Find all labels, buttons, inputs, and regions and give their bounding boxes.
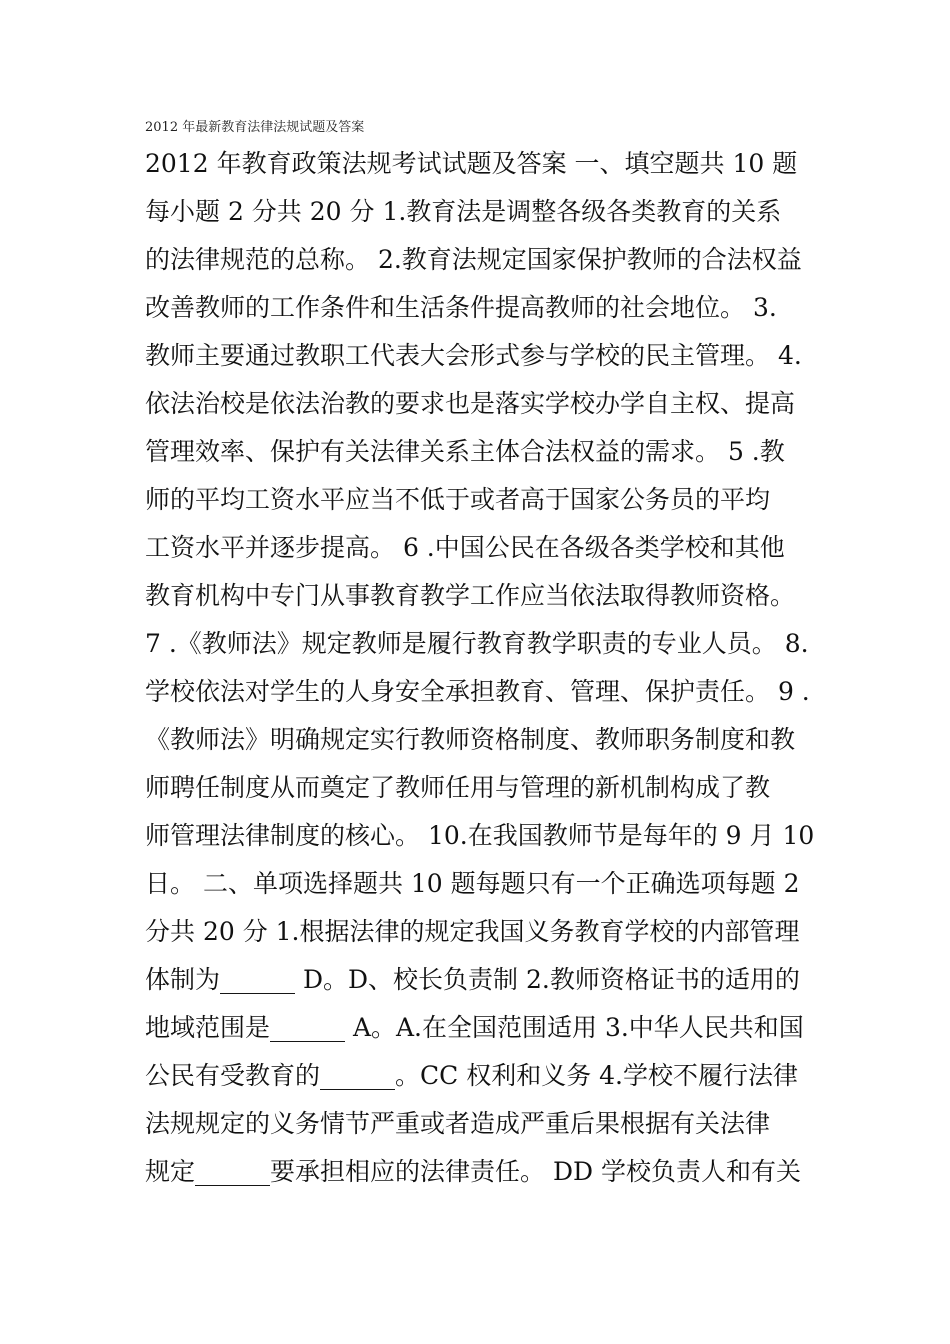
text-line: 教师主要通过教职工代表大会形式参与学校的民主管理。 4. (145, 341, 802, 370)
document-body (145, 140, 825, 1196)
text-line: 学校依法对学生的人身安全承担教育、管理、保护责任。 9 . (145, 677, 810, 706)
text-line: 《教师法》明确规定实行教师资格制度、教师职务制度和教 (145, 725, 796, 754)
text-line: 师管理法律制度的核心。 10.在我国教师节是每年的 9 月 10 (145, 821, 815, 850)
text-line: 公民有受教育的______。CC 权利和义务 4.学校不履行法律 (145, 1061, 799, 1090)
text-line: 7 .《教师法》规定教师是履行教育教学职责的专业人员。 8. (145, 629, 809, 658)
text-line: 体制为______ D。D、校长负责制 2.教师资格证书的适用的 (145, 965, 800, 994)
text-line: 师聘任制度从而奠定了教师任用与管理的新机制构成了教 (145, 773, 771, 802)
text-line: 的法律规范的总称。 2.教育法规定国家保护教师的合法权益 (145, 245, 802, 274)
document-header: 2012 年最新教育法律法规试题及答案 (145, 120, 365, 135)
text-line: 日。 二、单项选择题共 10 题每题只有一个正确选项每题 2 (145, 869, 800, 898)
text-line: 师的平均工资水平应当不低于或者高于国家公务员的平均 (145, 485, 771, 514)
text-line: 教育机构中专门从事教育教学工作应当依法取得教师资格。 (145, 581, 796, 610)
text-line: 2012 年教育政策法规考试试题及答案 一、填空题共 10 题 (145, 149, 798, 178)
text-line: 管理效率、保护有关法律关系主体合法权益的需求。 5 .教 (145, 437, 785, 466)
text-line: 改善教师的工作条件和生活条件提高教师的社会地位。 3. (145, 293, 777, 322)
text-line: 规定______要承担相应的法律责任。 DD 学校负责人和有关 (145, 1157, 801, 1186)
text-line: 地域范围是______ A。A.在全国范围适用 3.中华人民共和国 (145, 1013, 804, 1042)
text-line: 依法治校是依法治教的要求也是落实学校办学自主权、提高 (145, 389, 796, 418)
text-line: 法规规定的义务情节严重或者造成严重后果根据有关法律 (145, 1109, 771, 1138)
text-line: 每小题 2 分共 20 分 1.教育法是调整各级各类教育的关系 (145, 197, 782, 226)
text-line: 工资水平并逐步提高。 6 .中国公民在各级各类学校和其他 (145, 533, 785, 562)
text-line: 分共 20 分 1.根据法律的规定我国义务教育学校的内部管理 (145, 917, 800, 946)
